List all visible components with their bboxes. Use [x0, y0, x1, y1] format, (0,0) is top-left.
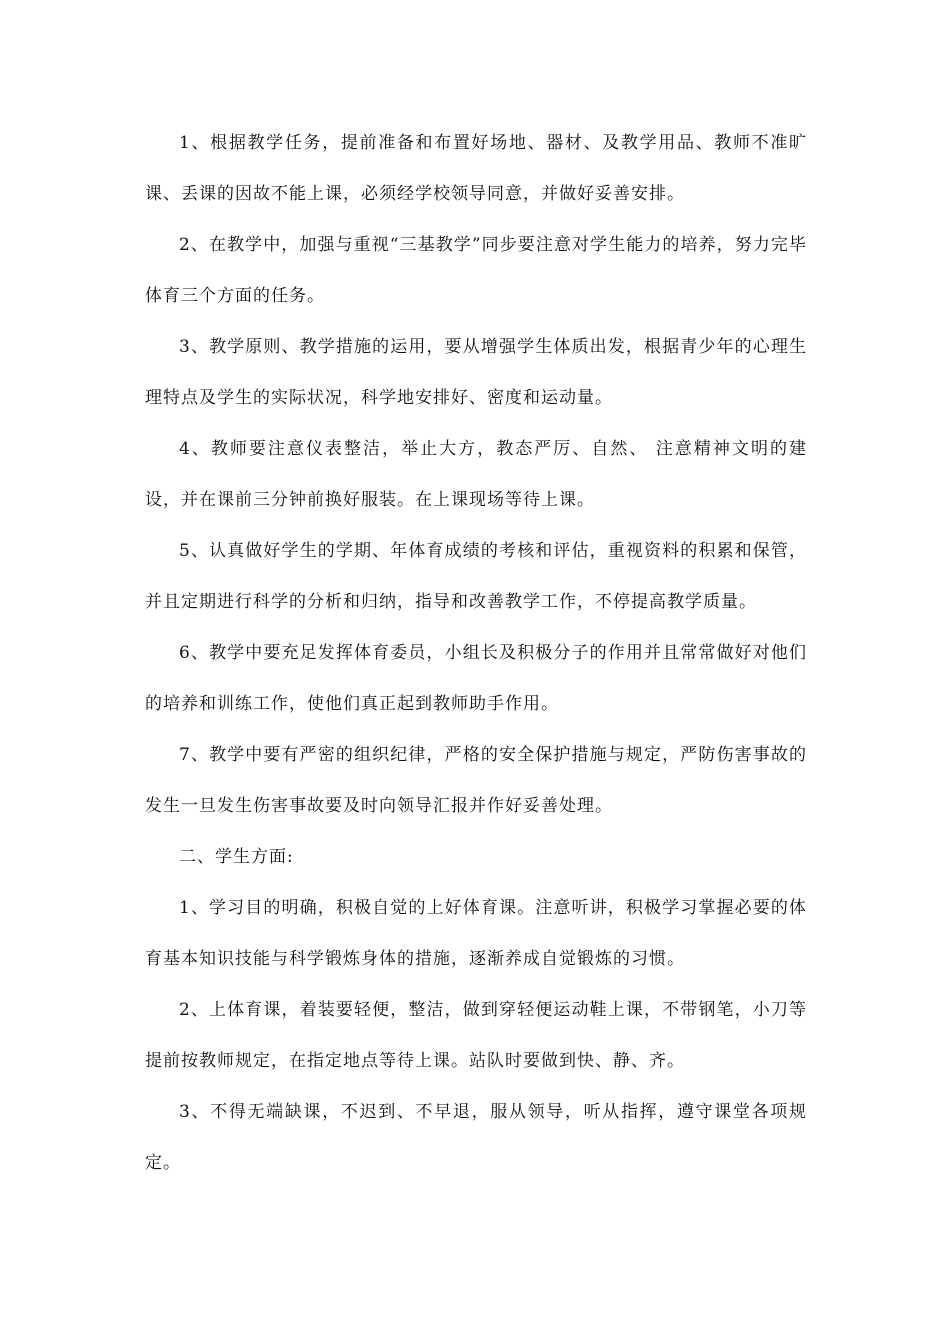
student-rule-2: 2、上体育课，着装要轻便，整洁，做到穿轻便运动鞋上课，不带钢笔，小刀等提前按教师规定，在指定地点等待上课。站队时要做到快、静、齐。: [145, 1000, 807, 1071]
teacher-rule-7: 7、教学中要有严密的组织纪律，严格的安全保护措施与规定，严防伤害事故的发生一旦发生伤害事故要及时向领导汇报并作好妥善处理。: [145, 745, 807, 816]
student-rule-1: 1、学习目的明确，积极自觉的上好体育课。注意听讲，积极学习掌握必要的体育基本知识技能与科学锻炼身体的措施，逐渐养成自觉锻炼的习惯。: [145, 898, 807, 969]
teacher-rule-2: 2、在教学中，加强与重视“三基教学”同步要注意对学生能力的培养，努力完毕体育三个方面的任务。: [145, 235, 807, 306]
teacher-rule-5: 5、认真做好学生的学期、年体育成绩的考核和评估，重视资料的积累和保管，并且定期进行科学的分析和归纳，指导和改善教学工作，不停提高教学质量。: [145, 541, 807, 612]
teacher-rule-3: 3、教学原则、教学措施的运用，要从增强学生体质出发，根据青少年的心理生理特点及学生的实际状况，科学地安排好、密度和运动量。: [145, 337, 807, 408]
teacher-rule-6: 6、教学中要充足发挥体育委员，小组长及积极分子的作用并且常常做好对他们的培养和训练工作，使他们真正起到教师助手作用。: [145, 643, 807, 714]
document-body: [145, 118, 807, 1189]
student-rule-3: 3、不得无端缺课，不迟到、不早退，服从领导，听从指挥，遵守课堂各项规定。: [145, 1102, 807, 1173]
teacher-rule-4: 4、教师要注意仪表整洁，举止大方，教态严厉、自然、 注意精神文明的建设，并在课前三分钟前换好服装。在上课现场等待上课。: [145, 439, 807, 510]
teacher-rule-1: 1、根据教学任务，提前准备和布置好场地、器材、及教学用品、教师不准旷课、丢课的因故不能上课，必须经学校领导同意，并做好妥善安排。: [145, 133, 807, 204]
section-heading-students: 二、学生方面:: [179, 847, 294, 867]
